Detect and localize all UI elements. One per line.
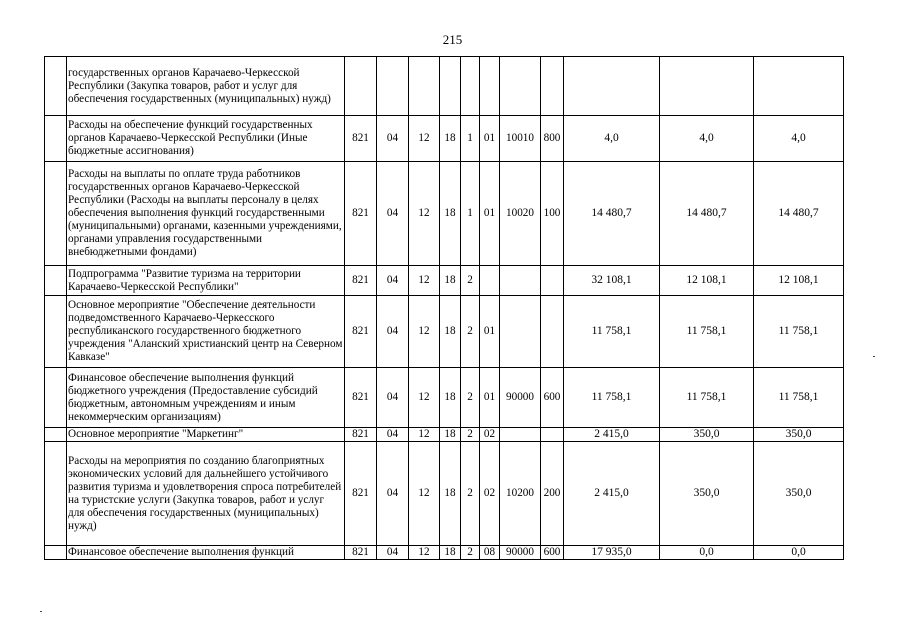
expense-type-cell: 600 bbox=[541, 368, 564, 428]
amount-year2-cell: 0,0 bbox=[660, 546, 754, 560]
amount-year2-cell: 14 480,7 bbox=[660, 162, 754, 266]
expense-type-cell bbox=[541, 296, 564, 368]
program-code-cell: 18 bbox=[440, 296, 461, 368]
subsection-code-cell: 12 bbox=[409, 546, 440, 560]
row-margin-cell bbox=[45, 546, 67, 560]
section-code-cell: 04 bbox=[377, 162, 409, 266]
ministry-code-cell: 821 bbox=[345, 296, 377, 368]
program-code-cell: 18 bbox=[440, 266, 461, 296]
amount-year1-cell: 17 935,0 bbox=[564, 546, 660, 560]
program-code-cell: 18 bbox=[440, 368, 461, 428]
amount-year3-cell: 0,0 bbox=[754, 546, 844, 560]
measure-code-cell bbox=[480, 266, 500, 296]
amount-year3-cell: 11 758,1 bbox=[754, 368, 844, 428]
description-cell: Расходы на мероприятия по созданию благоприятных экономических условий для дальнейшего устойчивого развития туризма и удовлетворения спроса потребителей на туристские услуги (Закупка товаров, работ и услуг для обеспечения государственных (муниципальных) нужд) bbox=[67, 442, 345, 546]
amount-year2-cell: 4,0 bbox=[660, 116, 754, 162]
amount-year3-cell: 350,0 bbox=[754, 442, 844, 546]
amount-year3-cell: 350,0 bbox=[754, 428, 844, 442]
ministry-code-cell: 821 bbox=[345, 116, 377, 162]
expense-code-cell: 10200 bbox=[500, 442, 541, 546]
subsection-code-cell: 12 bbox=[409, 368, 440, 428]
section-code-cell: 04 bbox=[377, 546, 409, 560]
amount-year2-cell bbox=[660, 57, 754, 116]
ministry-code-cell: 821 bbox=[345, 266, 377, 296]
table-row bbox=[45, 442, 844, 546]
measure-code-cell: 02 bbox=[480, 428, 500, 442]
measure-code-cell: 02 bbox=[480, 442, 500, 546]
stray-mark bbox=[40, 611, 42, 612]
subsection-code-cell: 12 bbox=[409, 428, 440, 442]
program-code-cell: 18 bbox=[440, 428, 461, 442]
row-margin-cell bbox=[45, 442, 67, 546]
expense-type-cell bbox=[541, 266, 564, 296]
ministry-code-cell: 821 bbox=[345, 368, 377, 428]
row-margin-cell bbox=[45, 296, 67, 368]
amount-year3-cell: 12 108,1 bbox=[754, 266, 844, 296]
subsection-code-cell: 12 bbox=[409, 116, 440, 162]
subprogram-code-cell: 2 bbox=[461, 296, 480, 368]
subsection-code-cell: 12 bbox=[409, 162, 440, 266]
subsection-code-cell: 12 bbox=[409, 442, 440, 546]
amount-year1-cell: 4,0 bbox=[564, 116, 660, 162]
amount-year1-cell: 11 758,1 bbox=[564, 368, 660, 428]
table-row bbox=[45, 162, 844, 266]
subprogram-code-cell: 2 bbox=[461, 266, 480, 296]
measure-code-cell: 01 bbox=[480, 296, 500, 368]
description-cell: Расходы на обеспечение функций государственных органов Карачаево-Черкесской Республики (Иные бюджетные ассигнования) bbox=[67, 116, 345, 162]
table-row bbox=[45, 428, 844, 442]
section-code-cell: 04 bbox=[377, 266, 409, 296]
amount-year2-cell: 11 758,1 bbox=[660, 296, 754, 368]
amount-year1-cell: 32 108,1 bbox=[564, 266, 660, 296]
description-cell: Основное мероприятие "Маркетинг" bbox=[67, 428, 345, 442]
amount-year1-cell: 2 415,0 bbox=[564, 428, 660, 442]
budget-table bbox=[44, 56, 844, 560]
amount-year2-cell: 350,0 bbox=[660, 428, 754, 442]
ministry-code-cell: 821 bbox=[345, 428, 377, 442]
row-margin-cell bbox=[45, 368, 67, 428]
subprogram-code-cell: 2 bbox=[461, 442, 480, 546]
amount-year1-cell: 14 480,7 bbox=[564, 162, 660, 266]
table-row bbox=[45, 368, 844, 428]
amount-year2-cell: 350,0 bbox=[660, 442, 754, 546]
amount-year3-cell: 14 480,7 bbox=[754, 162, 844, 266]
ministry-code-cell: 821 bbox=[345, 442, 377, 546]
expense-code-cell bbox=[500, 296, 541, 368]
section-code-cell: 04 bbox=[377, 442, 409, 546]
description-cell: государственных органов Карачаево-Черкесской Республики (Закупка товаров, работ и услуг для обеспечения государственных (муниципальных) нужд) bbox=[67, 57, 345, 116]
expense-code-cell bbox=[500, 266, 541, 296]
subprogram-code-cell: 1 bbox=[461, 162, 480, 266]
row-margin-cell bbox=[45, 162, 67, 266]
expense-type-cell: 600 bbox=[541, 546, 564, 560]
ministry-code-cell: 821 bbox=[345, 546, 377, 560]
subprogram-code-cell bbox=[461, 57, 480, 116]
section-code-cell bbox=[377, 57, 409, 116]
table-row bbox=[45, 57, 844, 116]
measure-code-cell: 01 bbox=[480, 368, 500, 428]
program-code-cell bbox=[440, 57, 461, 116]
measure-code-cell bbox=[480, 57, 500, 116]
expense-code-cell: 10010 bbox=[500, 116, 541, 162]
program-code-cell: 18 bbox=[440, 162, 461, 266]
amount-year3-cell: 11 758,1 bbox=[754, 296, 844, 368]
subsection-code-cell: 12 bbox=[409, 296, 440, 368]
expense-type-cell: 200 bbox=[541, 442, 564, 546]
expense-code-cell: 90000 bbox=[500, 368, 541, 428]
row-margin-cell bbox=[45, 116, 67, 162]
expense-type-cell bbox=[541, 428, 564, 442]
subprogram-code-cell: 2 bbox=[461, 546, 480, 560]
section-code-cell: 04 bbox=[377, 368, 409, 428]
section-code-cell: 04 bbox=[377, 428, 409, 442]
expense-code-cell: 10020 bbox=[500, 162, 541, 266]
stray-mark bbox=[873, 356, 875, 357]
subsection-code-cell bbox=[409, 57, 440, 116]
expense-type-cell: 800 bbox=[541, 116, 564, 162]
expense-type-cell bbox=[541, 57, 564, 116]
amount-year1-cell: 11 758,1 bbox=[564, 296, 660, 368]
expense-type-cell: 100 bbox=[541, 162, 564, 266]
row-margin-cell bbox=[45, 266, 67, 296]
amount-year1-cell: 2 415,0 bbox=[564, 442, 660, 546]
expense-code-cell: 90000 bbox=[500, 546, 541, 560]
program-code-cell: 18 bbox=[440, 546, 461, 560]
subprogram-code-cell: 2 bbox=[461, 368, 480, 428]
page-number: 215 bbox=[442, 32, 463, 47]
subprogram-code-cell: 1 bbox=[461, 116, 480, 162]
table-row bbox=[45, 266, 844, 296]
measure-code-cell: 01 bbox=[480, 116, 500, 162]
expense-code-cell bbox=[500, 57, 541, 116]
ministry-code-cell bbox=[345, 57, 377, 116]
amount-year2-cell: 12 108,1 bbox=[660, 266, 754, 296]
subsection-code-cell: 12 bbox=[409, 266, 440, 296]
description-cell: Финансовое обеспечение выполнения функций бюджетного учреждения (Предоставление субсидий бюджетным, автономным учреждениям и иным некоммерческим организациям) bbox=[67, 368, 345, 428]
program-code-cell: 18 bbox=[440, 442, 461, 546]
description-cell: Финансовое обеспечение выполнения функций bbox=[67, 546, 345, 560]
program-code-cell: 18 bbox=[440, 116, 461, 162]
description-cell: Расходы на выплаты по оплате труда работников государственных органов Карачаево-Черкесской Республики (Расходы на выплаты персоналу в целях обеспечения выполнения функций государственными (муниципальными) органами, казенными учреждениями, органами управления государственными внебюджетными фондами) bbox=[67, 162, 345, 266]
amount-year2-cell: 11 758,1 bbox=[660, 368, 754, 428]
table-row bbox=[45, 546, 844, 560]
description-cell: Основное мероприятие "Обеспечение деятельности подведомственного Карачаево-Черкесского республиканского государственного бюджетного учреждения "Аланский христианский центр на Северном Кавказе" bbox=[67, 296, 345, 368]
row-margin-cell bbox=[45, 57, 67, 116]
table-row bbox=[45, 116, 844, 162]
expense-code-cell bbox=[500, 428, 541, 442]
section-code-cell: 04 bbox=[377, 296, 409, 368]
amount-year3-cell bbox=[754, 57, 844, 116]
ministry-code-cell: 821 bbox=[345, 162, 377, 266]
section-code-cell: 04 bbox=[377, 116, 409, 162]
amount-year1-cell bbox=[564, 57, 660, 116]
amount-year3-cell: 4,0 bbox=[754, 116, 844, 162]
measure-code-cell: 01 bbox=[480, 162, 500, 266]
measure-code-cell: 08 bbox=[480, 546, 500, 560]
table-row bbox=[45, 296, 844, 368]
description-cell: Подпрограмма "Развитие туризма на территории Карачаево-Черкесской Республики" bbox=[67, 266, 345, 296]
row-margin-cell bbox=[45, 428, 67, 442]
subprogram-code-cell: 2 bbox=[461, 428, 480, 442]
